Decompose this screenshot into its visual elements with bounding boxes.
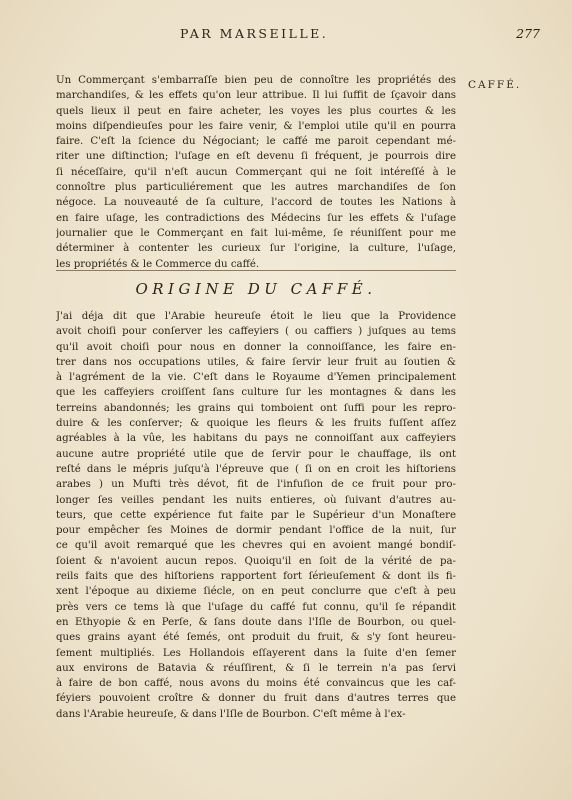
- text-line: xent l'époque au dixieme ſiécle, on en peut conclurre que c'eſt à peu: [56, 586, 456, 598]
- section-title: ORIGINE DU CAFFÉ.: [135, 280, 377, 298]
- text-line: quels lieux il peut en faire acheter, les voyes les plus courtes & les: [56, 105, 456, 117]
- text-line: qu'il avoit choiſi pour nous en donner la connoiſſance, les faire en-: [56, 341, 456, 353]
- text-line: que les caffeyiers croiſſent ſans culture ſur les montagnes & dans les: [56, 387, 456, 399]
- text-line: duire & les conſerver; & quoique les fleurs & les fruits fuſſent aſſez: [56, 418, 456, 430]
- text-line: ſoient & n'avoient aucun repos. Quoiqu'il en ſoit de la vérité de pa-: [56, 555, 456, 567]
- text-line: reſté dans le mépris juſqu'à l'épreuve que ( ſi on en croit les hiſtoriens: [56, 463, 456, 475]
- text-line: connoître plus particuliérement que les autres marchandiſes de ſon: [56, 182, 456, 194]
- text-line: agréables à la vûe, les habitans du pays ne connoiſſant aux caffeyiers: [56, 433, 456, 445]
- text-line: ſement multipliés. Les Hollandois eſſayerent dans la ſuite d'en ſemer: [56, 647, 456, 659]
- text-line: avoit choiſi pour conſerver les caffeyiers ( ou caffiers ) juſques au tems: [56, 326, 456, 338]
- text-line: moins diſpendieuſes pour les faire venir, & l'emploi utile qu'il en pourra: [56, 120, 456, 132]
- text-line: pour empêcher ſes Moines de dormir pendant l'office de la nuit, ſur: [56, 525, 456, 537]
- running-head: [180, 26, 540, 41]
- text-line: les propriétés & le Commerce du caffé.: [56, 258, 260, 270]
- text-line: aux environs de Batavia & réuſſirent, & ſi le terrein n'a pas ſervi: [56, 662, 456, 674]
- text-line: riter une diſtinction; l'uſage en eſt devenu ſi fréquent, je pourrois dire: [56, 151, 456, 163]
- text-line: négoce. La nouveauté de ſa culture, l'accord de toutes les Nations à: [56, 197, 456, 209]
- text-line: Un Commerçant s'embarraſſe bien peu de connoître les propriétés des: [56, 75, 456, 86]
- text-line: ce qu'il avoit remarqué que les chevres qui en avoient mangé bondiſ-: [56, 540, 456, 552]
- text-line: reils faits que des hiſtoriens rapportent fort ſérieuſement & dont ils fi-: [56, 571, 456, 583]
- text-line: aucune autre propriété utile que de ſervir pour le chauffage, ils ont: [56, 448, 456, 460]
- running-head-title: PAR MARSEILLE.: [180, 26, 329, 41]
- text-line: à faire de bon caffé, nous avons du moins été convaincus que les caf-: [56, 678, 456, 690]
- text-line: J'ai déja dit que l'Arabie heureuſe étoit le lieu que la Providence: [56, 311, 456, 322]
- text-line: en faire uſage, les contradictions des Médecins ſur les effets & l'uſage: [56, 212, 456, 224]
- text-line: marchandiſes, & les effets qu'on leur attribue. Il lui ſuffit de ſçavoir dans: [56, 90, 456, 102]
- text-line: ſi néceſſaire, qu'il n'eſt aucun Commerçant qui ne ſoit intéreſſé à le: [56, 166, 456, 178]
- text-line: faire. C'eſt la ſcience du Négociant; le caffé me paroit cependant mé-: [56, 136, 456, 148]
- text-line: trer dans nos occupations utiles, & faire ſervir leur fruit au ſoutien &: [56, 356, 456, 368]
- text-line: dans l'Arabie heureuſe, & dans l'Iſle de Bourbon. C'eſt même à l'ex-: [56, 708, 406, 720]
- text-line: à l'agrément de la vie. C'eſt dans le Royaume d'Yemen principalement: [56, 372, 456, 384]
- text-line: terreins abandonnés; les grains qui tomboient ont ſuffi pour les repro-: [56, 402, 456, 414]
- text-line: arabes ) un Mufti très dévot, fit de l'infuſion de ce fruit pour pro-: [56, 479, 456, 491]
- text-line: ques grains ayant été ſemés, ont produit du fruit, & s'y ſont heureu-: [56, 632, 456, 644]
- text-line: journalier que le Commerçant en fait lui-même, ſe réuniſſent pour me: [56, 227, 456, 239]
- text-line: près vers ce tems là que l'uſage du caffé fut connu, qu'il ſe répandit: [56, 601, 456, 613]
- text-line: féyiers pouvoient croître & donner du fruit dans d'autres terres que: [56, 693, 456, 705]
- page-number: 277: [516, 26, 540, 41]
- marginal-note: CAFFÉ.: [468, 79, 522, 91]
- origine-paragraph: [56, 309, 456, 722]
- intro-paragraph: [56, 73, 456, 272]
- text-line: longer ſes veilles pendant les nuits entieres, où ſuivant d'autres au-: [56, 494, 456, 506]
- section-divider: [56, 270, 456, 271]
- text-line: déterminer à contenter les curieux ſur l'origine, la culture, l'uſage,: [56, 243, 456, 255]
- text-line: en Ethyopie & en Perſe, & ſans doute dans l'Iſle de Bourbon, ou quel-: [56, 616, 456, 628]
- text-line: teurs, que cette expérience fut faite par le Supérieur d'un Monaſtere: [56, 509, 456, 521]
